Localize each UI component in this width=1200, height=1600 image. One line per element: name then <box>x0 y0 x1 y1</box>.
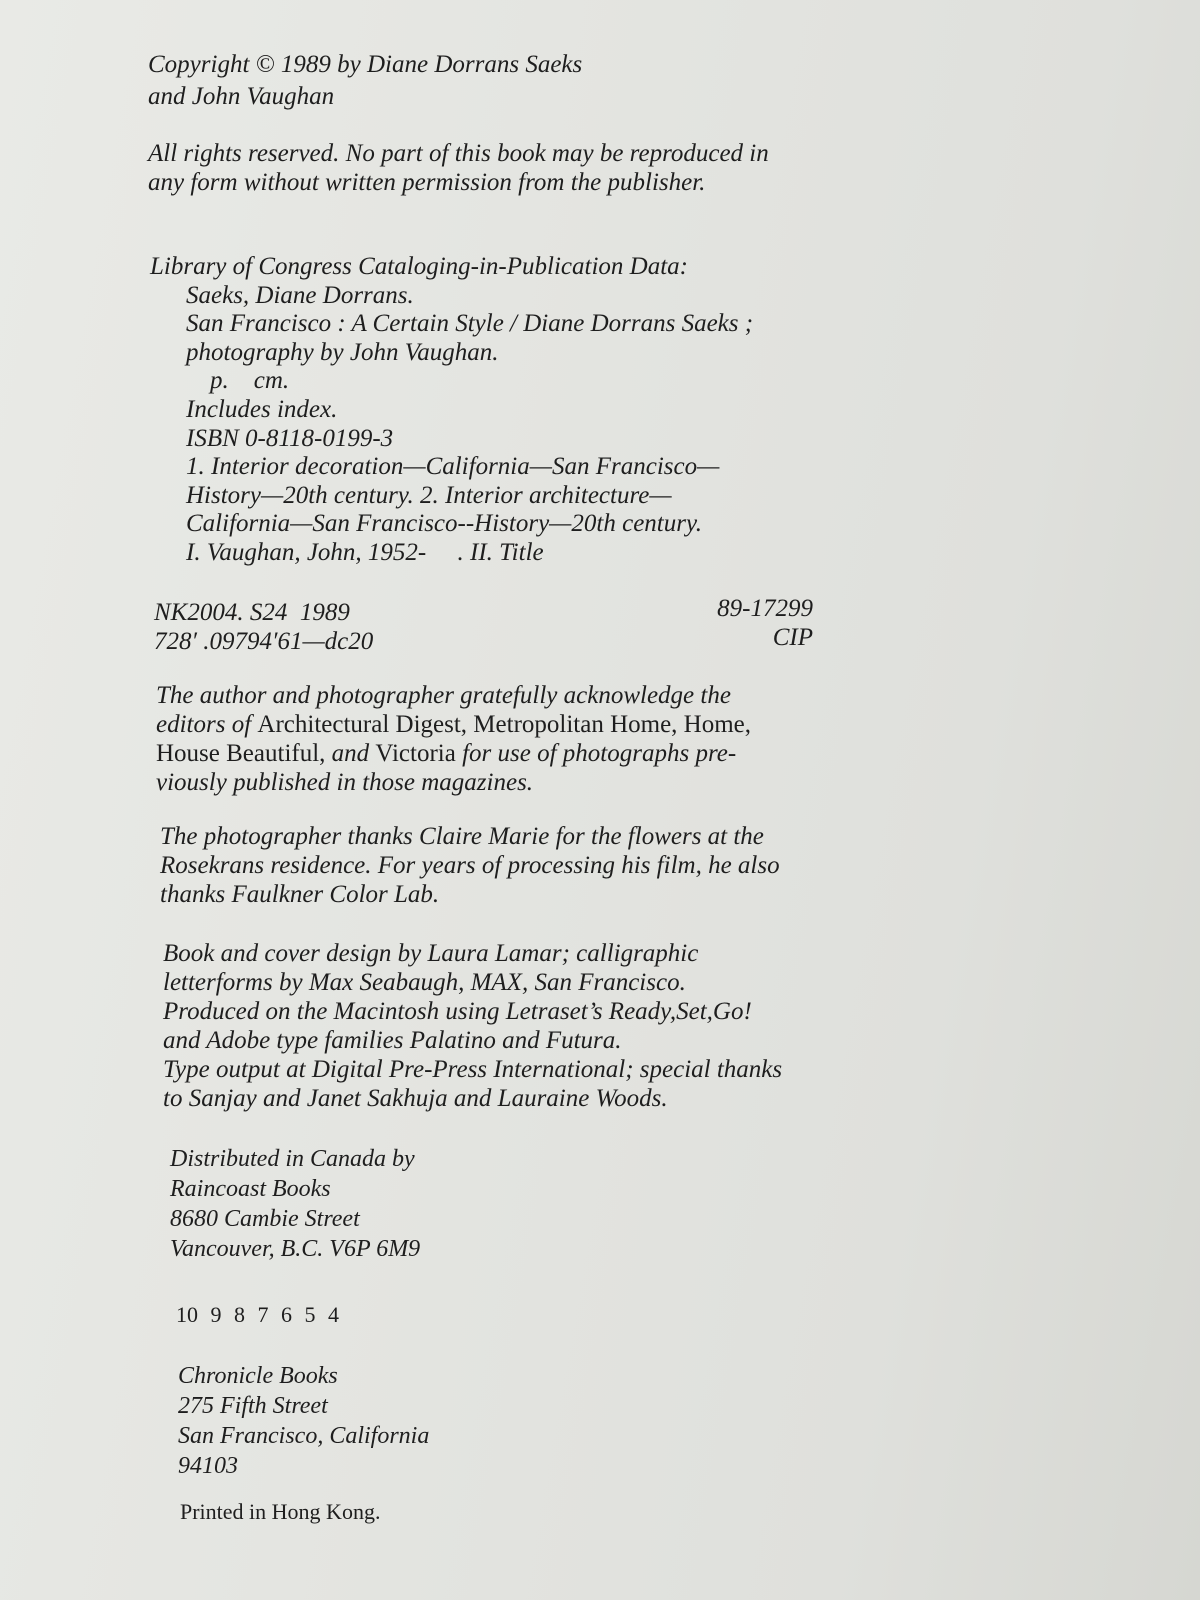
address-line: 8680 Cambie Street <box>170 1206 360 1232</box>
rights-line: All rights reserved. No part of this book may be reproduced in <box>148 140 769 167</box>
ack-line <box>156 739 751 768</box>
copyright-line: and John Vaughan <box>148 83 335 110</box>
credit-line: to Sanjay and Janet Sakhuja and Lauraine Woods. <box>163 1085 668 1112</box>
address-line: Vancouver, B.C. V6P 6M9 <box>170 1236 421 1262</box>
cip-heading: Library of Congress Cataloging-in-Publication Data: <box>150 253 688 280</box>
cip-data-block <box>150 253 753 568</box>
magazine-names: Architectural Digest, Metropolitan Home, Home, <box>257 711 752 738</box>
magazine-name: House Beautiful, <box>156 740 326 767</box>
thanks-line: Rosekrans residence. For years of processing his film, he also <box>160 852 780 879</box>
thanks-line: The photographer thanks Claire Marie for the flowers at the <box>160 823 764 850</box>
ack-text: editors of <box>156 711 258 738</box>
ack-text: for use of photographs pre- <box>455 740 737 767</box>
printed-in-statement <box>180 1498 380 1526</box>
address-line: 275 Fifth Street <box>178 1393 328 1419</box>
dewey-number: 728′ .09794′61—dc20 <box>154 628 374 655</box>
photographer-thanks <box>160 822 780 909</box>
lccn-number: 89-17299 <box>717 595 813 622</box>
cip-title-line: San Francisco : A Certain Style / Diane Dorrans Saeks ; <box>186 310 754 338</box>
cip-isbn: ISBN 0-8118-0199-3 <box>186 424 394 452</box>
credit-line: Book and cover design by Laura Lamar; calligraphic <box>163 940 699 967</box>
address-line: 94103 <box>178 1453 238 1479</box>
ack-line: The author and photographer gratefully acknowledge the <box>156 682 731 709</box>
cip-index: Includes index. <box>186 395 338 423</box>
ack-line <box>156 710 751 739</box>
ack-line: viously published in those magazines. <box>156 769 534 796</box>
call-number: NK2004. S24 1989 <box>154 599 350 626</box>
cip-subject-line: I. Vaughan, John, 1952- . II. Title <box>186 538 544 566</box>
magazine-name: Victoria <box>375 740 456 767</box>
credit-line: and Adobe type families Palatino and Futura. <box>163 1027 622 1054</box>
cip-author: Saeks, Diane Dorrans. <box>186 281 414 309</box>
cip-label: CIP <box>772 624 813 651</box>
printed-in: Printed in Hong Kong. <box>180 1499 381 1524</box>
acknowledgment-paragraph <box>156 681 751 797</box>
rights-statement <box>148 139 769 197</box>
address-line: Raincoast Books <box>170 1176 331 1202</box>
address-line: Chronicle Books <box>178 1363 338 1389</box>
design-credits <box>163 939 782 1113</box>
distributor-address <box>170 1144 420 1264</box>
classification-left <box>154 598 373 656</box>
copyright-line: Copyright © 1989 by Diane Dorrans Saeks <box>148 51 583 78</box>
ack-text: and <box>325 740 376 767</box>
cip-subject-line: History—20th century. 2. Interior architecture— <box>186 481 672 509</box>
thanks-line: thanks Faulkner Color Lab. <box>160 881 440 908</box>
cip-subject-line: 1. Interior decoration—California—San Francisco— <box>186 453 720 481</box>
copyright-notice <box>148 49 582 113</box>
credit-line: letterforms by Max Seabaugh, MAX, San Francisco. <box>163 969 686 996</box>
printing-number-line <box>176 1301 339 1329</box>
rights-line: any form without written permission from the publisher. <box>148 169 706 196</box>
publisher-address <box>178 1361 429 1481</box>
credit-line: Type output at Digital Pre-Press International; special thanks <box>163 1056 783 1083</box>
cip-photo-line: photography by John Vaughan. <box>186 338 499 366</box>
address-line: Distributed in Canada by <box>170 1146 415 1172</box>
classification-right <box>705 594 813 652</box>
cip-subject-line: California—San Francisco--History—20th century. <box>186 510 702 538</box>
printing-numbers: 10 9 8 7 6 5 4 <box>176 1302 339 1327</box>
cip-pcm: p. cm. <box>210 367 290 395</box>
credit-line: Produced on the Macintosh using Letraset’s Ready,Set,Go! <box>163 998 752 1025</box>
address-line: San Francisco, California <box>178 1423 430 1449</box>
